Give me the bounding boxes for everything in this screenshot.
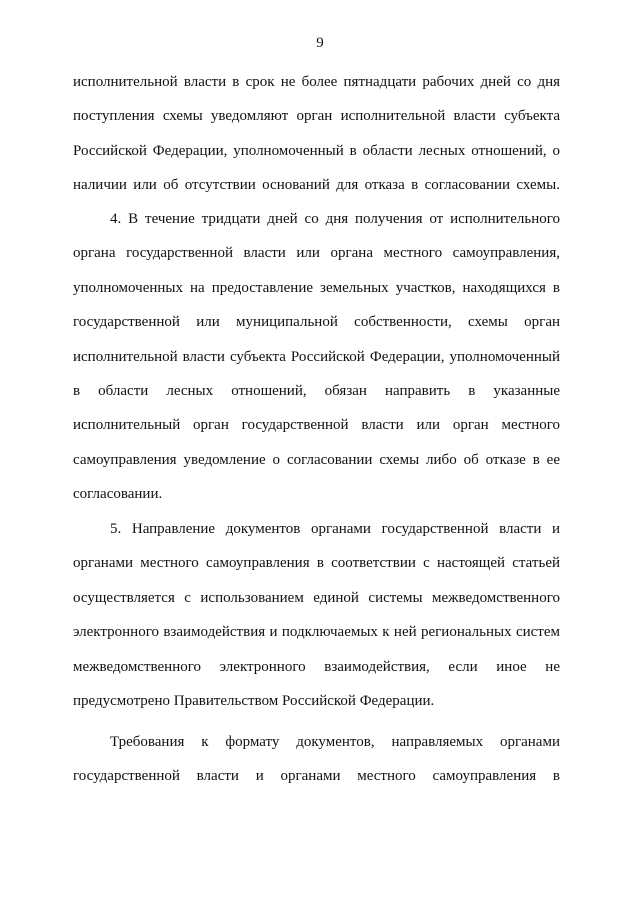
text-line: электронного взаимодействия и подключаемых к ней региональных систем	[73, 624, 560, 641]
text-line: государственной власти и органами местного самоуправления в	[73, 768, 560, 785]
text-line: наличии или об отсутствии оснований для отказа в согласовании схемы.	[73, 177, 560, 194]
text-line: Российской Федерации, уполномоченный в области лесных отношений, о	[73, 142, 560, 159]
text-line: согласовании.	[73, 486, 163, 503]
text-line: в области лесных отношений, обязан направить в указанные	[73, 382, 560, 399]
text-line: поступления схемы уведомляют орган исполнительной власти субъекта	[73, 108, 560, 125]
text-line: Требования к формату документов, направляемых органами	[110, 734, 560, 750]
paragraph-continuation	[73, 73, 560, 211]
text-line: самоуправления уведомление о согласовании схемы либо об отказе в ее	[73, 451, 560, 468]
text-line: исполнительной власти субъекта Российской Федерации, уполномоченный	[73, 348, 560, 365]
text-line: исполнительной власти в срок не более пятнадцати рабочих дней со дня	[73, 74, 560, 90]
text-line: 5. Направление документов органами государственной власти и	[110, 521, 560, 537]
paragraph-item-5	[73, 520, 560, 726]
text-line: государственной или муниципальной собственности, схемы орган	[73, 314, 560, 331]
text-line: исполнительный орган государственной власти или орган местного	[73, 417, 560, 434]
page-number: 9	[316, 35, 324, 51]
paragraph-requirements	[73, 733, 560, 802]
text-line: предусмотрено Правительством Российской Федерации.	[73, 692, 435, 709]
text-line: 4. В течение тридцати дней со дня получения от исполнительного	[110, 211, 560, 227]
text-line: уполномоченных на предоставление земельных участков, находящихся в	[73, 279, 560, 296]
paragraph-item-4	[73, 210, 560, 520]
text-line: осуществляется с использованием единой системы межведомственного	[73, 589, 560, 606]
text-line: межведомственного электронного взаимодействия, если иное не	[73, 658, 560, 675]
text-line: органа государственной власти или органа местного самоуправления,	[73, 245, 560, 262]
text-line: органами местного самоуправления в соответствии с настоящей статьей	[73, 555, 560, 572]
